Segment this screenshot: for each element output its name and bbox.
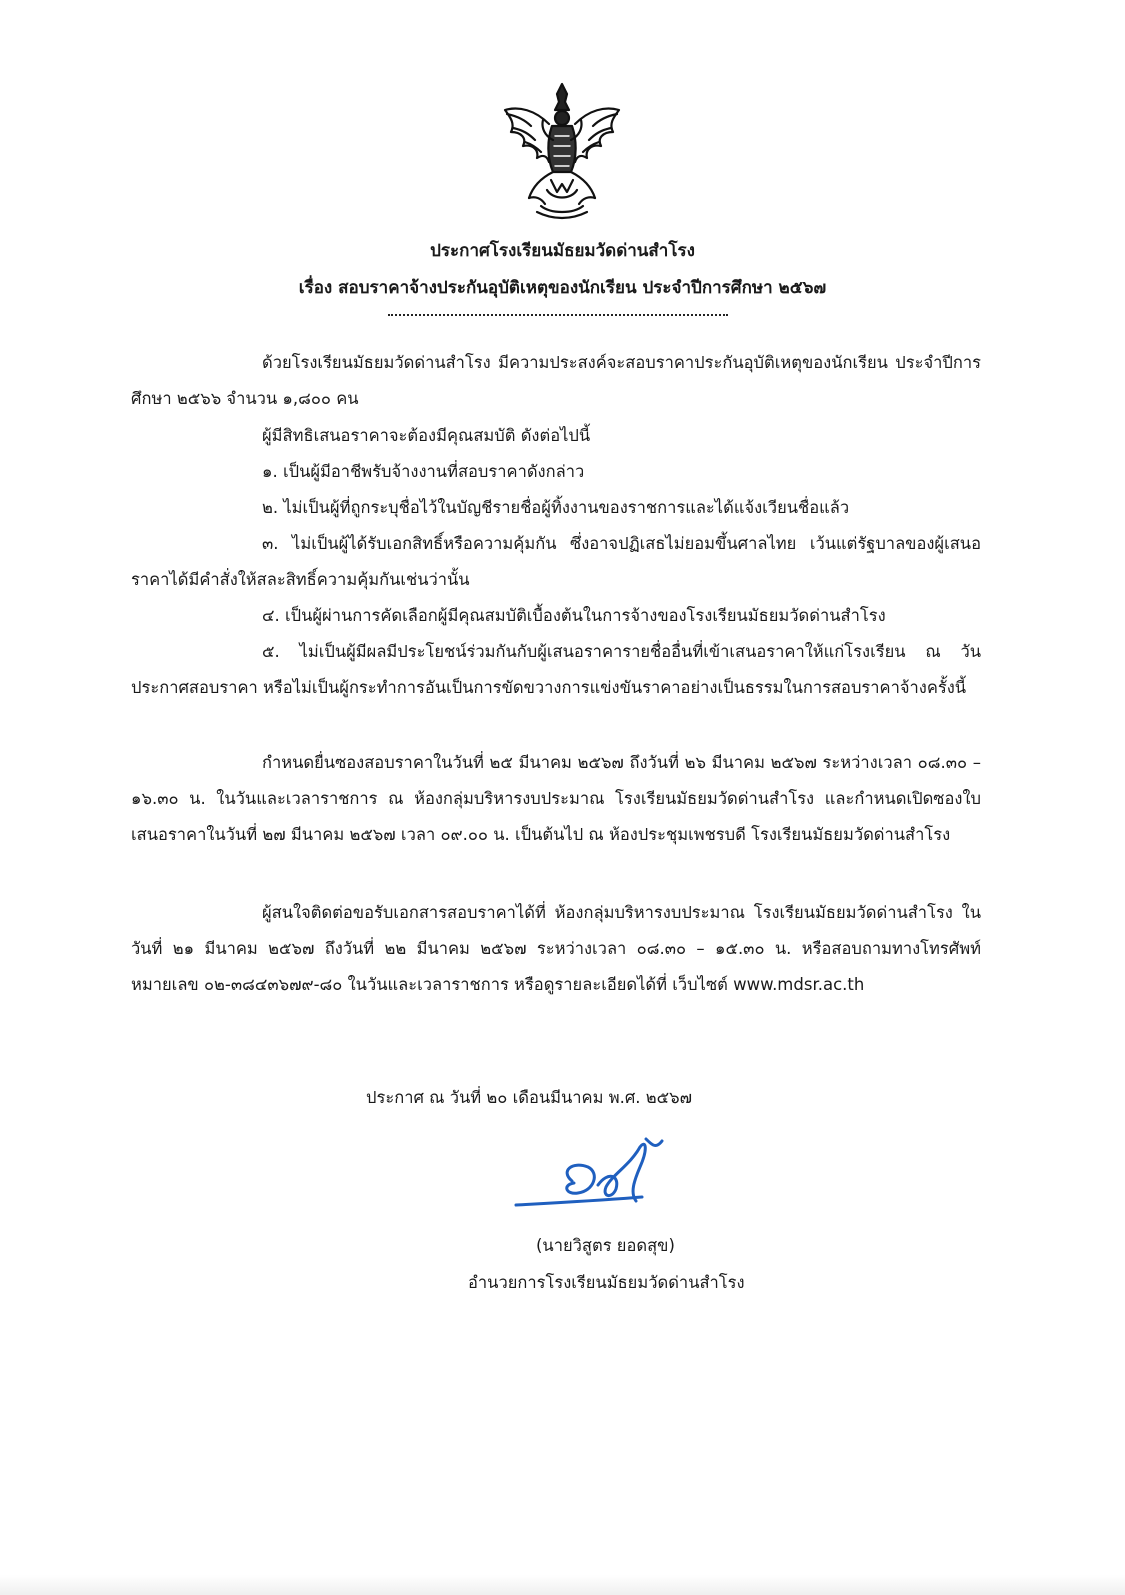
announcement-subject: เรื่อง สอบราคาจ้างประกันอุบัติเหตุของนักเรียน ประจำปีการศึกษา ๒๕๖๗ [298,278,827,298]
announcement-title: ประกาศโรงเรียนมัธยมวัดด่านสำโรง [430,241,695,261]
garuda-emblem-icon [497,80,627,222]
submission-paragraph: กำหนดยื่นซองสอบราคาในวันที่ ๒๕ มีนาคม ๒๕๖๗ ถึงวันที่ ๒๖ มีนาคม ๒๕๖๗ ระหว่างเวลา ๐๘.๓๐ – ๑๖.๓๐ น. ในวันและเวลาราชการ ณ ห้องกลุ่มบริหารงบประมาณ โรงเรียนมัธยมวัดด่านสำโรง และกำหนดเปิดซองใบเสนอราคาในวันที่ ๒๗ มีนาคม ๒๕๖๗ เวลา ๐๙.๐๐ น. เป็นต้นไป ณ ห้องประชุมเพชรบดี โรงเรียนมัธยมวัดด่านสำโรง [131,753,981,844]
qualification-item: ๕. ไม่เป็นผู้มีผลมีประโยชน์ร่วมกันกับผู้เสนอราคารายชื่ออื่นที่เข้าเสนอราคาให้แก่โรงเรียน ณ วันประกาศสอบราคา หรือไม่เป็นผู้กระทำการอันเป็นการขัดขวางการแข่งขันราคาอย่างเป็นธรรมในการสอบราคาจ้างครั้งนี้ [131,642,981,697]
dotted-divider [388,314,728,316]
handwritten-signature-icon [512,1135,712,1225]
page-edge-shadow [0,1575,1125,1595]
signer-title: อำนวยการโรงเรียนมัธยมวัดด่านสำโรง [468,1273,745,1292]
qualification-item: ๒. ไม่เป็นผู้ที่ถูกระบุชื่อไว้ในบัญชีรายชื่อผู้ทิ้งงานของราชการและได้แจ้งเวียนชื่อแล้ว [262,498,850,517]
announcement-date: ประกาศ ณ วันที่ ๒๐ เดือนมีนาคม พ.ศ. ๒๕๖๗ [366,1088,693,1107]
qualification-item: ๑. เป็นผู้มีอาชีพรับจ้างงานที่สอบราคาดังกล่าว [262,462,585,481]
signer-name: (นายวิสูตร ยอดสุข) [536,1236,675,1255]
qualification-item: ๔. เป็นผู้ผ่านการคัดเลือกผู้มีคุณสมบัติเบื้องต้นในการจ้างของโรงเรียนมัธยมวัดด่านสำโรง [262,606,886,625]
qualification-item: ๓. ไม่เป็นผู้ได้รับเอกสิทธิ์หรือความคุ้มกัน ซึ่งอาจปฏิเสธไม่ยอมขึ้นศาลไทย เว้นแต่รัฐบาลของผู้เสนอราคาได้มีคำสั่งให้สละสิทธิ์ความคุ้มกันเช่นว่านั้น [131,534,981,589]
contact-paragraph: ผู้สนใจติดต่อขอรับเอกสารสอบราคาได้ที่ ห้องกลุ่มบริหารงบประมาณ โรงเรียนมัธยมวัดด่านสำโรง ในวันที่ ๒๑ มีนาคม ๒๕๖๗ ถึงวันที่ ๒๒ มีนาคม ๒๕๖๗ ระหว่างเวลา ๐๘.๓๐ – ๑๕.๓๐ น. หรือสอบถามทางโทรศัพท์หมายเลข ๐๒-๓๘๔๓๖๗๙-๘๐ ในวันและเวลาราชการ หรือดูรายละเอียดได้ที่ เว็บไซต์ www.mdsr.ac.th [131,903,981,994]
intro-paragraph: ด้วยโรงเรียนมัธยมวัดด่านสำโรง มีความประสงค์จะสอบราคาประกันอุบัติเหตุของนักเรียน ประจำปีการศึกษา ๒๕๖๖ จำนวน ๑,๘๐๐ คน [131,353,981,408]
qualifications-heading: ผู้มีสิทธิเสนอราคาจะต้องมีคุณสมบัติ ดังต่อไปนี้ [262,426,591,445]
